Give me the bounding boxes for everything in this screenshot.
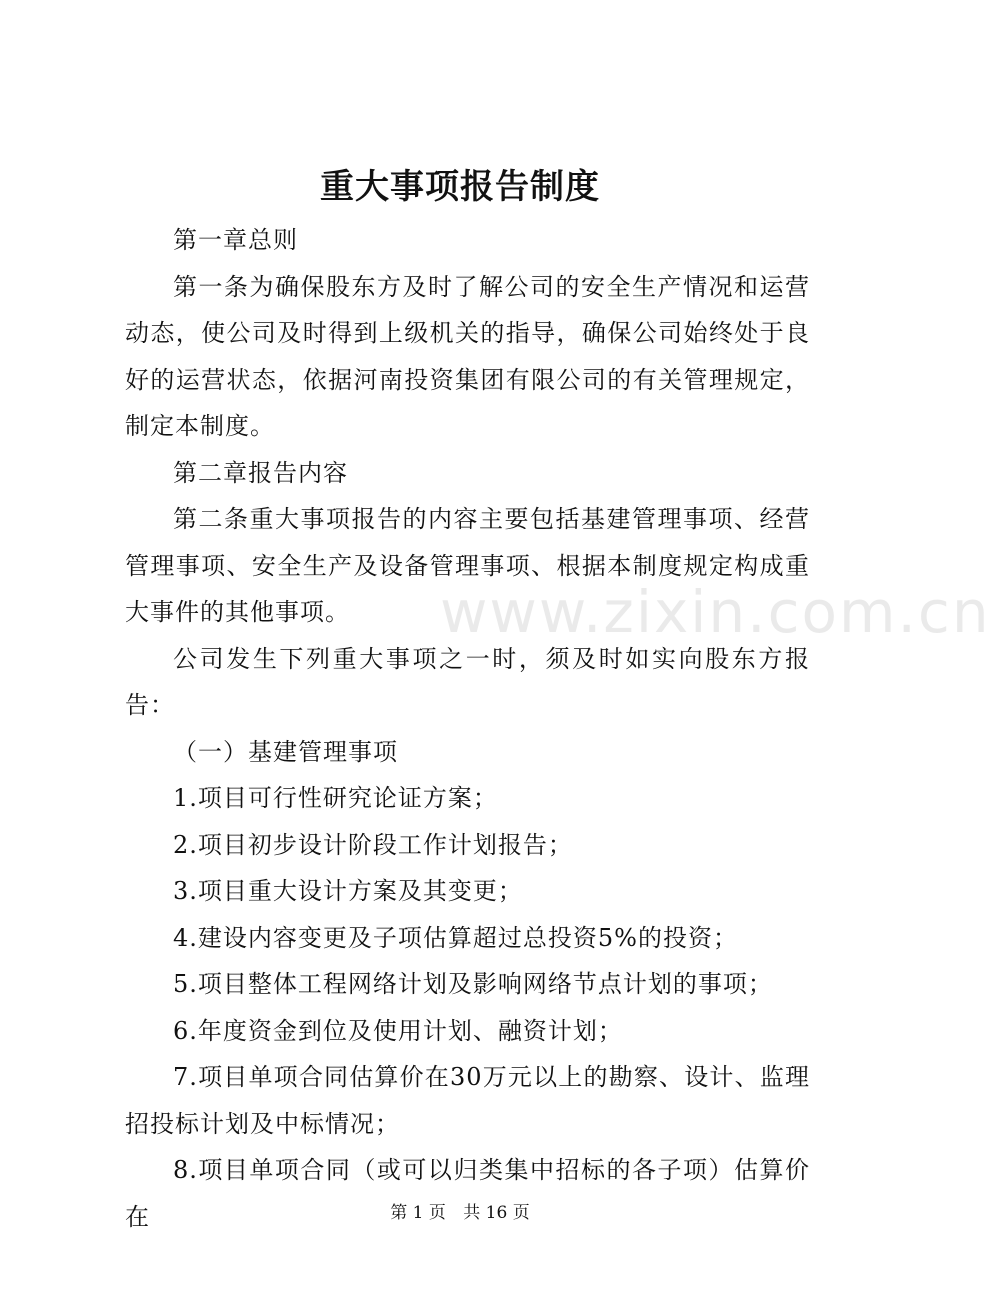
list-item: 4.建设内容变更及子项估算超过总投资5%的投资； bbox=[173, 923, 738, 952]
document-body bbox=[125, 217, 810, 1240]
watermark: www.zixin.com.cn bbox=[440, 578, 991, 646]
list-item: 7.项目单项合同估算价在30万元以上的勘察、设计、监理招投标计划及中标情况； bbox=[125, 1063, 810, 1138]
page-footer bbox=[0, 1198, 920, 1228]
paragraph-section-heading: （一）基建管理事项 bbox=[173, 737, 398, 766]
list-item: 6.年度资金到位及使用计划、融资计划； bbox=[173, 1016, 623, 1045]
list-item: 5.项目整体工程网络计划及影响网络节点计划的事项； bbox=[173, 970, 773, 998]
paragraph-article-2: 第二条重大事项报告的内容主要包括基建管理事项、经营管理事项、安全生产及设备管理事项、根据本制度规定构成重大事件的其他事项。 bbox=[125, 505, 810, 626]
document-title: 重大事项报告制度 bbox=[320, 167, 600, 207]
paragraph-chapter-2: 第二章报告内容 bbox=[173, 458, 348, 487]
total-pages: 共 16 页 bbox=[463, 1203, 530, 1223]
paragraph-article-1: 第一条为确保股东方及时了解公司的安全生产情况和运营动态，使公司及时得到上级机关的指导，确保公司始终处于良好的运营状态，依据河南投资集团有限公司的有关管理规定，制定本制度。 bbox=[125, 272, 810, 440]
paragraph-chapter-1: 第一章总则 bbox=[173, 226, 298, 254]
list-item: 3.项目重大设计方案及其变更； bbox=[173, 877, 523, 905]
list-item: 1.项目可行性研究论证方案； bbox=[173, 784, 498, 812]
list-item: 8.项目单项合同（或可以归类集中招标的各子项）估算价在 bbox=[125, 1156, 810, 1231]
list-item: 2.项目初步设计阶段工作计划报告； bbox=[173, 830, 573, 859]
page-number: 第 1 页 bbox=[390, 1203, 446, 1223]
paragraph-report-intro: 公司发生下列重大事项之一时，须及时如实向股东方报告： bbox=[125, 644, 810, 719]
